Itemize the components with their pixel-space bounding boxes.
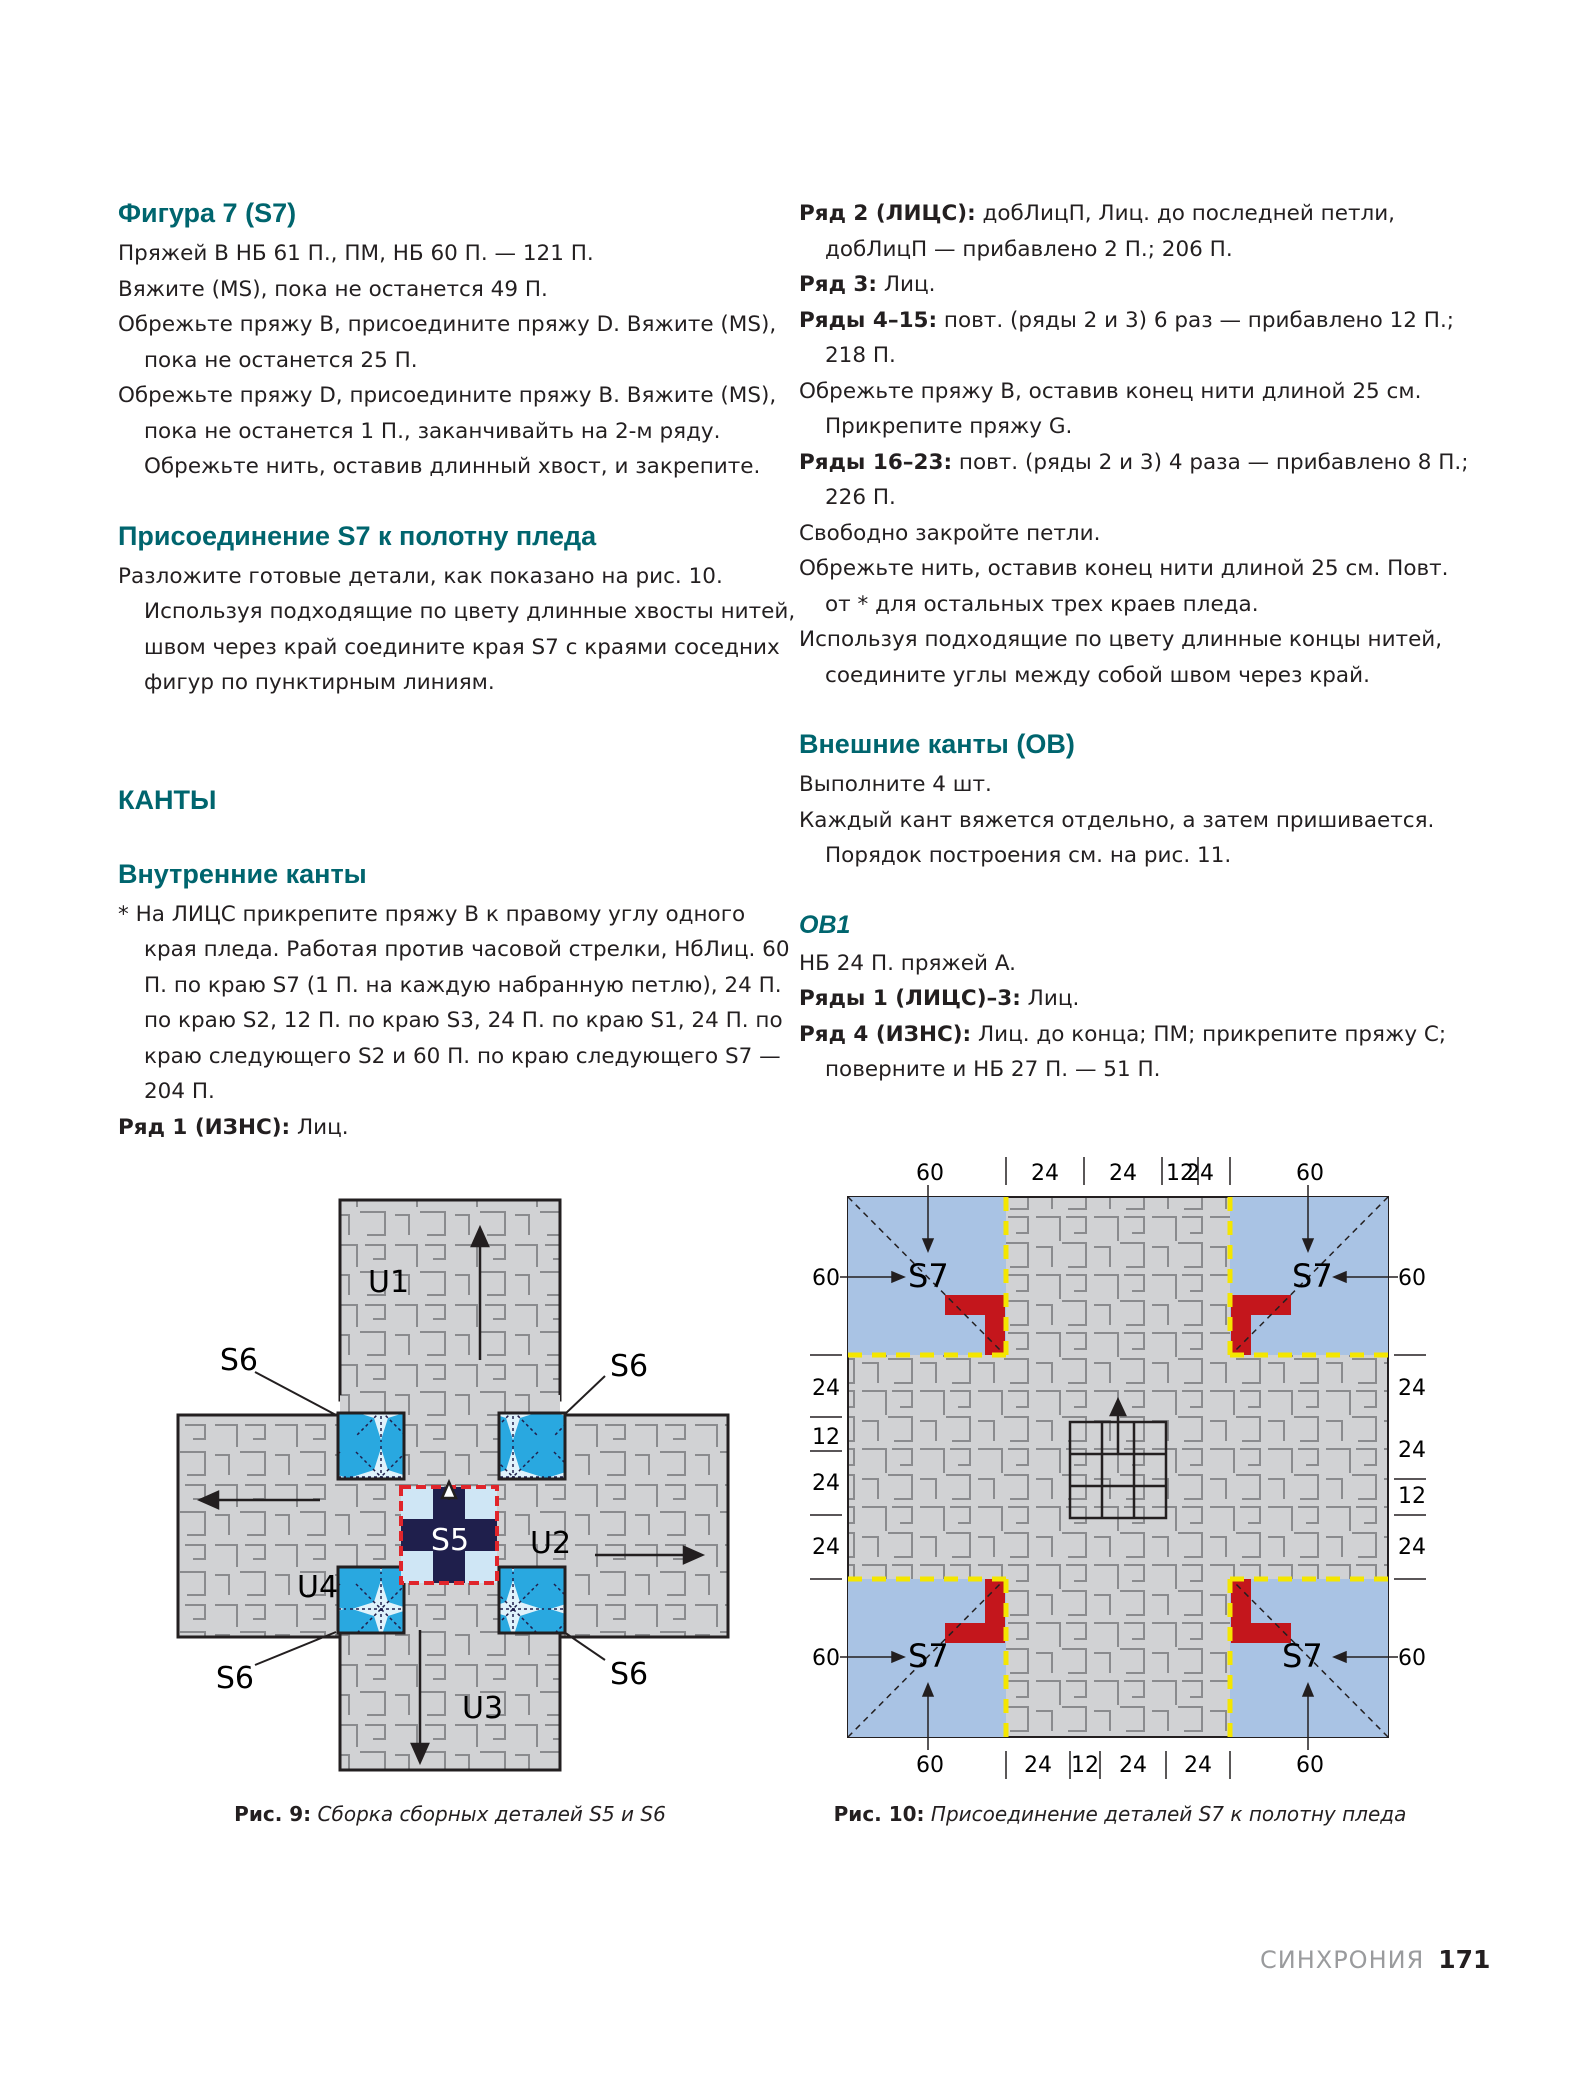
row-instruction xyxy=(799,303,1479,374)
paragraph: Пряжей B НБ 61 П., ПМ, НБ 60 П. — 121 П. xyxy=(118,241,594,266)
dim-label: 24 xyxy=(812,1376,840,1401)
label-u4: U4 xyxy=(297,1570,339,1605)
label-s6-tl: S6 xyxy=(219,1343,258,1378)
left-dimensions xyxy=(812,1266,840,1671)
caption-text: Присоединение деталей S7 к полотну пледа xyxy=(924,1802,1407,1826)
figure-9-diagram xyxy=(150,1180,750,1780)
row-label: Ряд 4 (ИЗНС): xyxy=(799,1021,972,1047)
row-text: Лиц. до конца; ПМ; прикрепите пряжу C; поверните и НБ 27 П. — 51 П. xyxy=(825,1021,1447,1082)
dim-label: 60 xyxy=(812,1646,840,1671)
dim-label: 24 xyxy=(812,1471,840,1496)
paragraph: Свободно закройте петли. xyxy=(799,520,1101,546)
paragraph: Разложите готовые детали, как показано на рис. 10. Используя подходящие по цвету длинные хвосты нитей, швом через край соедините края S7 с краями соседних фигур по пунктирным линиям. xyxy=(118,563,796,695)
row-text: повт. (ряды 2 и 3) 6 раз — прибавлено 12 П.; 218 П. xyxy=(825,307,1455,368)
caption-label: Рис. 9: xyxy=(234,1802,312,1826)
dim-label: 60 xyxy=(1398,1646,1426,1671)
dim-label: 24 xyxy=(1398,1376,1426,1401)
page-number: 171 xyxy=(1438,1945,1491,1974)
dim-label: 60 xyxy=(1296,1753,1324,1778)
dim-label: 24 xyxy=(1119,1753,1147,1778)
row-instruction xyxy=(799,267,1479,303)
paragraph: НБ 24 П. пряжей A. xyxy=(799,950,1016,976)
row-label: Ряды 1 (ЛИЦС)–3: xyxy=(799,986,1021,1011)
s6-square-bl xyxy=(338,1567,404,1633)
label-s7: S7 xyxy=(908,1637,949,1675)
heading-edges: КАНТЫ xyxy=(118,784,217,815)
label-s7: S7 xyxy=(1292,1257,1333,1295)
label-u2: U2 xyxy=(530,1526,572,1561)
dim-label: 12 xyxy=(1166,1161,1194,1186)
figure-10-caption xyxy=(780,1802,1460,1826)
row-text: Лиц. xyxy=(876,272,936,297)
heading-ob1: OB1 xyxy=(799,910,851,939)
paragraph: Обрежьте пряжу B, присоедините пряжу D. Вяжите (MS), пока не останется 25 П. xyxy=(118,312,777,373)
running-title: СИНХРОНИЯ xyxy=(1260,1946,1425,1974)
row-instruction xyxy=(118,1110,798,1146)
dim-label: 12 xyxy=(1398,1484,1426,1509)
label-s5: S5 xyxy=(430,1523,470,1558)
row-instruction xyxy=(799,1017,1479,1088)
dim-label: 60 xyxy=(1296,1161,1324,1186)
dim-label: 24 xyxy=(1398,1535,1426,1560)
figure-10-diagram xyxy=(800,1155,1440,1785)
caption-label: Рис. 10: xyxy=(833,1802,925,1826)
paragraph: Вяжите (MS), пока не останется 49 П. xyxy=(118,276,548,302)
row-text: Лиц. xyxy=(290,1114,349,1140)
label-s6-bl: S6 xyxy=(215,1661,254,1696)
row-instruction xyxy=(799,981,1479,1017)
row-text: добЛицП, Лиц. до последней петли, добЛицП — прибавлено 2 П.; 206 П. xyxy=(825,201,1396,262)
label-s6-br: S6 xyxy=(610,1657,649,1692)
dim-label: 12 xyxy=(812,1425,840,1450)
heading-outer-edges: Внешние канты (OB) xyxy=(799,729,1075,759)
dim-label: 24 xyxy=(1398,1438,1426,1463)
paragraph: Обрежьте нить, оставив конец нити длиной 25 см. Повт. от * для остальных трех краев пледа. xyxy=(799,556,1449,617)
dim-label: 12 xyxy=(1071,1753,1099,1778)
bottom-dimensions xyxy=(916,1753,1324,1778)
row-instruction xyxy=(799,445,1479,516)
panel-u1 xyxy=(340,1200,560,1400)
row-text: повт. (ряды 2 и 3) 4 раза — прибавлено 8 П.; 226 П. xyxy=(825,449,1469,510)
row-text: Лиц. xyxy=(1020,986,1080,1011)
s6-square-tr xyxy=(499,1413,565,1479)
row-label: Ряд 2 (ЛИЦС): xyxy=(799,201,976,226)
top-dimensions xyxy=(916,1161,1324,1186)
paragraph: Каждый кант вяжется отдельно, а затем пришивается. Порядок построения см. на рис. 11. xyxy=(799,807,1435,868)
dim-label: 24 xyxy=(1186,1161,1214,1186)
s6-square-br xyxy=(499,1567,565,1633)
dim-label: 60 xyxy=(1398,1266,1426,1291)
label-s7: S7 xyxy=(1282,1637,1323,1675)
paragraph: Обрежьте пряжу D, присоедините пряжу B. Вяжите (MS), пока не останется 1 П., заканчивайть на 2-м ряду. Обрежьте нить, оставив длинный хвост, и закрепите. xyxy=(118,383,777,479)
figure-9-caption xyxy=(150,1802,750,1826)
row-label: Ряд 3: xyxy=(799,272,877,297)
paragraph: * На ЛИЦС прикрепите пряжу B к правому углу одного края пледа. Работая против часовой стрелки, НбЛиц. 60 П. по краю S7 (1 П. на каждую набранную петлю), 24 П. по краю S2, 12 П. по краю S3, 24 П. по краю S1, 24 П. по краю следующего S2 и 60 П. по краю следующего S7 — 204 П. xyxy=(118,901,790,1104)
dim-label: 24 xyxy=(1031,1161,1059,1186)
dim-label: 24 xyxy=(812,1535,840,1560)
s6-square-tl xyxy=(338,1413,404,1479)
row-label: Ряды 4–15: xyxy=(799,307,938,333)
heading-join: Присоединение S7 к полотну пледа xyxy=(118,520,597,551)
dim-label: 60 xyxy=(916,1161,944,1186)
label-s7: S7 xyxy=(908,1257,949,1295)
row-label: Ряд 1 (ИЗНС): xyxy=(118,1114,291,1140)
left-column xyxy=(118,196,798,1145)
dim-label: 24 xyxy=(1109,1161,1137,1186)
dim-label: 60 xyxy=(916,1753,944,1778)
right-dimensions xyxy=(1398,1266,1426,1671)
heading-inner-edges: Внутренние канты xyxy=(118,858,367,889)
heading-s7: Фигура 7 (S7) xyxy=(118,198,297,228)
paragraph: Используя подходящие по цвету длинные концы нитей, соедините углы между собой швом через край. xyxy=(799,627,1443,688)
page-footer xyxy=(1260,1945,1490,1974)
dim-label: 24 xyxy=(1184,1753,1212,1778)
row-instruction xyxy=(799,196,1479,267)
label-u3: U3 xyxy=(462,1691,504,1726)
paragraph: Обрежьте пряжу B, оставив конец нити длиной 25 см. Прикрепите пряжу G. xyxy=(799,378,1422,439)
paragraph: Выполните 4 шт. xyxy=(799,772,992,797)
right-column xyxy=(799,196,1479,1088)
caption-text: Сборка сборных деталей S5 и S6 xyxy=(311,1802,666,1826)
dim-label: 24 xyxy=(1024,1753,1052,1778)
label-s6-tr: S6 xyxy=(610,1349,649,1384)
dim-label: 60 xyxy=(812,1266,840,1291)
row-label: Ряды 16–23: xyxy=(799,449,953,475)
label-u1: U1 xyxy=(368,1265,410,1300)
